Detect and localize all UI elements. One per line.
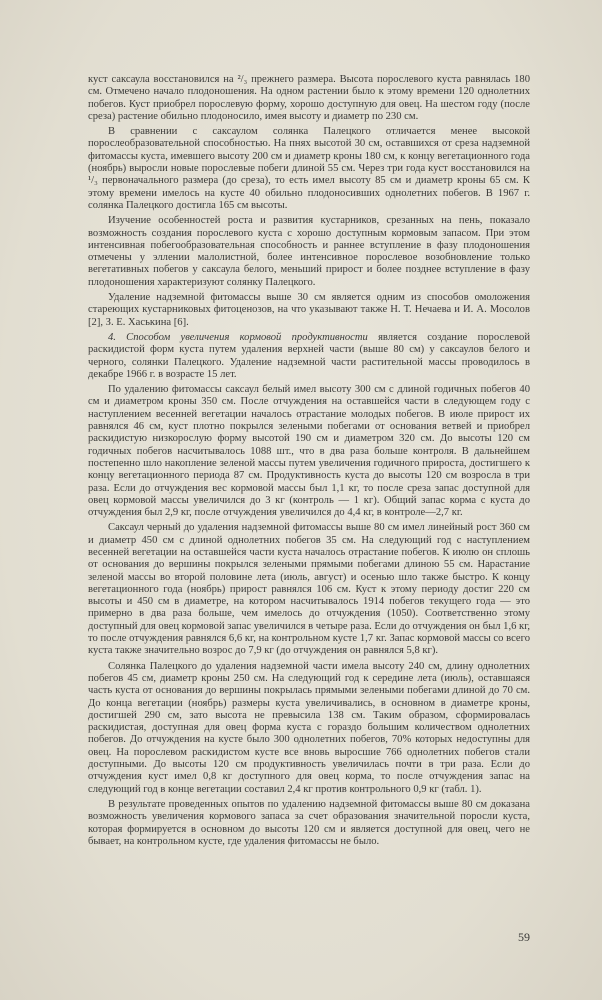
text-column — [88, 74, 530, 851]
paragraph-section-4 — [88, 332, 530, 381]
paragraph: По удалению фитомассы саксаул белый имел высоту 300 см с длиной годичных побегов 40 см и диаметром кроны 350 см. После отчуждения на оставшейся части в следующем году с наступлением весенней вегетации началось отрастание молодых побегов. В июле прирост их равнялся 46 см, куст плотно покрылся зелеными побегами от основания ветвей и приобрел раскидистую низкорослую форму высотой 190 см и диаметром 320 см. До высоты 120 см годичных побегов насчитывалось 1088 шт., что в два раза больше контроля. В дальнейшем постепенно шло накопление зеленой массы путем увеличения годичного прироста, достигшего к концу вегетационного периода 87 см. Продуктивность куста до высоты 120 см возросла в три раза. Если до отчуждения вес кормовой массы был 1,1 кг, то после среза запас доступной для овец кормовой массы увеличился до 3 кг (контроль — 1 кг). Общий запас корма с куста до отчуждения был 2,9 кг, после отчуждения увеличился до 4,4 кг, в контроле—2,7 кг. — [88, 384, 530, 519]
paragraph: куст саксаула восстановился на ²/₃ прежнего размера. Высота порослевого куста равнялась 180 см. Отмечено начало плодоношения. На одном растении было к этому времени 120 однолетних побегов. Куст приобрел порослевую форму, хорошо доступную для овец. На шестом году (после среза) растение обильно плодоносило, имея высоту и диаметр по 230 см. — [88, 74, 530, 122]
paragraph-text: является создание порослевой раскидистой форм куста путем удаления верхней части (выше 80 см) у саксаулов белого и черного, солянки Палецкого. Удаление надземной части растительной массы проводилось в декабре 1966 г. в возрасте 15 лет. — [88, 331, 530, 380]
paragraph: В результате проведенных опытов по удалению надземной фитомассы выше 80 см доказана возможность увеличения кормового запаса за счет образования значительной поросли куста, которая формируется в основном до высоты 120 см и является доступной для овец, чего не бывает, на контрольном кусте, где удаления фитомассы не было. — [88, 798, 530, 847]
paragraph: Изучение особенностей роста и развития кустарников, срезанных на пень, показало возможность создания порослевого куста с хорошо доступным кормовым запасом. При этом интенсивная побегообразовательная способность и раннее вступление в фазу плодоношения отмечены у эллении малолистной, более интенсивное порослевое возобновление только вегетативных побегов у саксаула белого, меньший прирост и более позднее вступление в фазу плодоношения характеризуют солянку Палецкого. — [88, 215, 530, 288]
section-heading-inline: 4. Способом увеличения кормовой продуктивности — [108, 331, 368, 343]
paragraph: Удаление надземной фитомассы выше 30 см является одним из способов омоложения стареющих кустарниковых фитоценозов, на что указывают также Н. Т. Нечаева и И. А. Мосолов [2], З. Е. Хаськина [6]. — [88, 292, 530, 328]
paragraph: Солянка Палецкого до удаления надземной части имела высоту 240 см, длину однолетних побегов 45 см, диаметр кроны 250 см. На следующий год к середине лета (июль), оставшаяся часть куста от основания до вершины покрылась прямыми зелеными побегами длиной до 70 см. До конца вегетации (ноябрь) размеры куста увеличивались, в основном в диаметре кроны, достигшей 290 см, зато высота не превысила 138 см. Таким образом, сформировалась раскидистая, доступная для овец форма куста с гораздо большим количеством однолетних побегов. До отчуждения на кусте было 300 однолетних побегов, 70% которых недоступны для овец. На порослевом раскидистом кусте все вновь выросшие 766 однолетних побегов стали доступными. До высоты 120 см продуктивность увеличилась почти в три раза. Если до отчуждения куст имел 0,8 кг доступного для овец корма, то после отчуждения запас на следующий год в конце вегетации составил 2,4 кг против контрольного 0,9 кг (табл. 1). — [88, 660, 530, 795]
paragraph: Саксаул черный до удаления надземной фитомассы выше 80 см имел линейный рост 360 см и диаметр 450 см с длиной однолетних побегов 35 см. На следующий год с наступлением весенней вегетации на оставшейся части куста началось отрастание побегов. К июлю он сплошь от основания до вершины покрылся зелеными прямыми побегами длиною 55 см. Нарастание зеленой массы во второй половине лета (июль, август) и осенью шло также быстро. К концу вегетационного года (ноябрь) прирост равнялся 106 см. Куст к этому периоду достиг 220 см высоты и 450 см в диаметре, на котором насчитывалось 1914 побегов текущего года — это примерно в два раза больше, чем имелось до отчуждения (1050). Соответственно этому доступный для овец кормовой запас увеличился в четыре раза. Если до отчуждения он был 1,6 кг, то после отчуждения равнялся 6,6 кг, на контрольном кусте 1,7 кг. Запас кормовой массы со всего куста также значительно возрос до 7,9 кг (до отчуждения он равнялся 5,8 кг). — [88, 522, 530, 657]
page-number: 59 — [518, 930, 530, 944]
paragraph: В сравнении с саксаулом солянка Палецкого отличается менее высокой порослеобразовательной способностью. На пнях высотой 30 см, оставшихся от среза надземной фитомассы куста, имевшего высоту 200 см и диаметр кроны 180 см, к концу вегетационного года (ноябрь) выросли новые порослевые побеги длиной 55 см. Через три года куст восстановился на ¹/₃ первоначального размера (до среза), то есть имел высоту 85 см и диаметр кроны 65 см. К этому времени имелось на кусте 40 обильно плодоносивших однолетних побегов. В 1967 г. солянка Палецкого достигла 165 см высоты. — [88, 126, 530, 211]
